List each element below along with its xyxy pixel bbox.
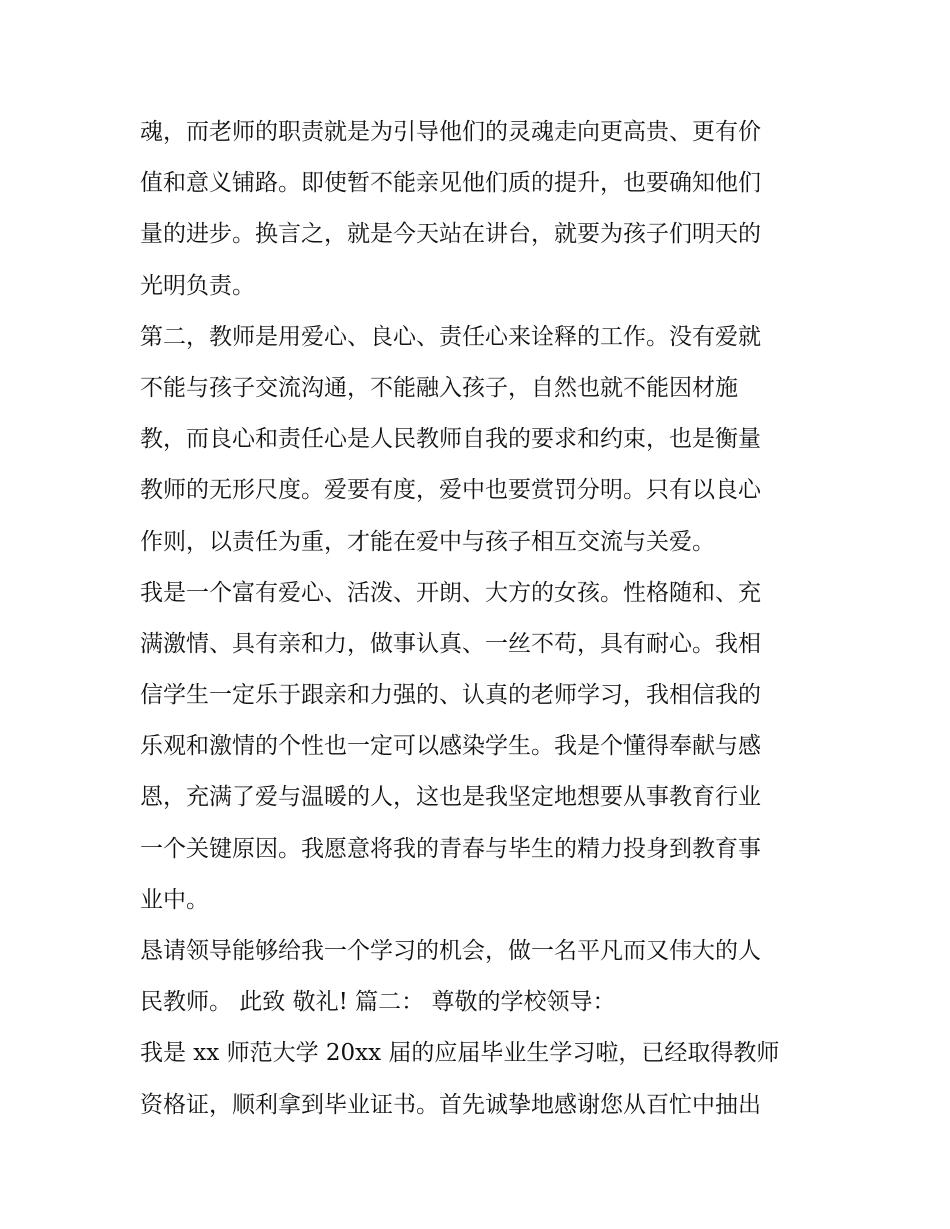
text-line: 信学生一定乐于跟亲和力强的、认真的老师学习，我相信我的 (140, 682, 761, 709)
text-line: 我是一个富有爱心、活泼、开朗、大方的女孩。性格随和、充 (140, 579, 761, 606)
text-line: 民教师。 此致 敬礼! 篇二： 尊敬的学校领导： (140, 989, 616, 1016)
body-text (140, 107, 820, 1131)
text-line: 业中。 (140, 886, 209, 913)
text-line: 值和意义铺路。即使暂不能亲见他们质的提升，也要确知他们 (140, 170, 761, 197)
text-line: 一个关键原因。我愿意将我的青春与毕生的精力投身到教育事 (140, 835, 761, 862)
text-line: 作则，以责任为重，才能在爱中与孩子相互交流与关爱。 (140, 528, 715, 555)
text-line: 我是 xx 师范大学 20xx 届的应届毕业生学习啦，已经取得教师 (140, 1040, 780, 1067)
text-line: 乐观和激情的个性也一定可以感染学生。我是个懂得奉献与感 (140, 733, 761, 760)
text-line: 第二，教师是用爱心、良心、责任心来诠释的工作。没有爱就 (140, 323, 761, 350)
text-line: 资格证，顺利拿到毕业证书。首先诚挚地感谢您从百忙中抽出 (140, 1091, 761, 1118)
text-line: 恳请领导能够给我一个学习的机会，做一名平凡而又伟大的人 (140, 938, 761, 964)
text-line: 魂，而老师的职责就是为引导他们的灵魂走向更高贵、更有价 (140, 119, 761, 145)
text-line: 教，而良心和责任心是人民教师自我的要求和约束，也是衡量 (140, 426, 761, 453)
text-line: 满激情、具有亲和力，做事认真、一丝不苟，具有耐心。我相 (140, 630, 761, 657)
text-line: 教师的无形尺度。爱要有度，爱中也要赏罚分明。只有以良心 (140, 477, 761, 504)
text-line: 量的进步。换言之，就是今天站在讲台，就要为孩子们明天的 (140, 221, 761, 248)
text-line: 不能与孩子交流沟通，不能融入孩子，自然也就不能因材施 (140, 374, 738, 401)
text-line: 恩，充满了爱与温暖的人，这也是我坚定地想要从事教育行业 (140, 784, 761, 811)
text-line: 光明负责。 (140, 272, 255, 299)
